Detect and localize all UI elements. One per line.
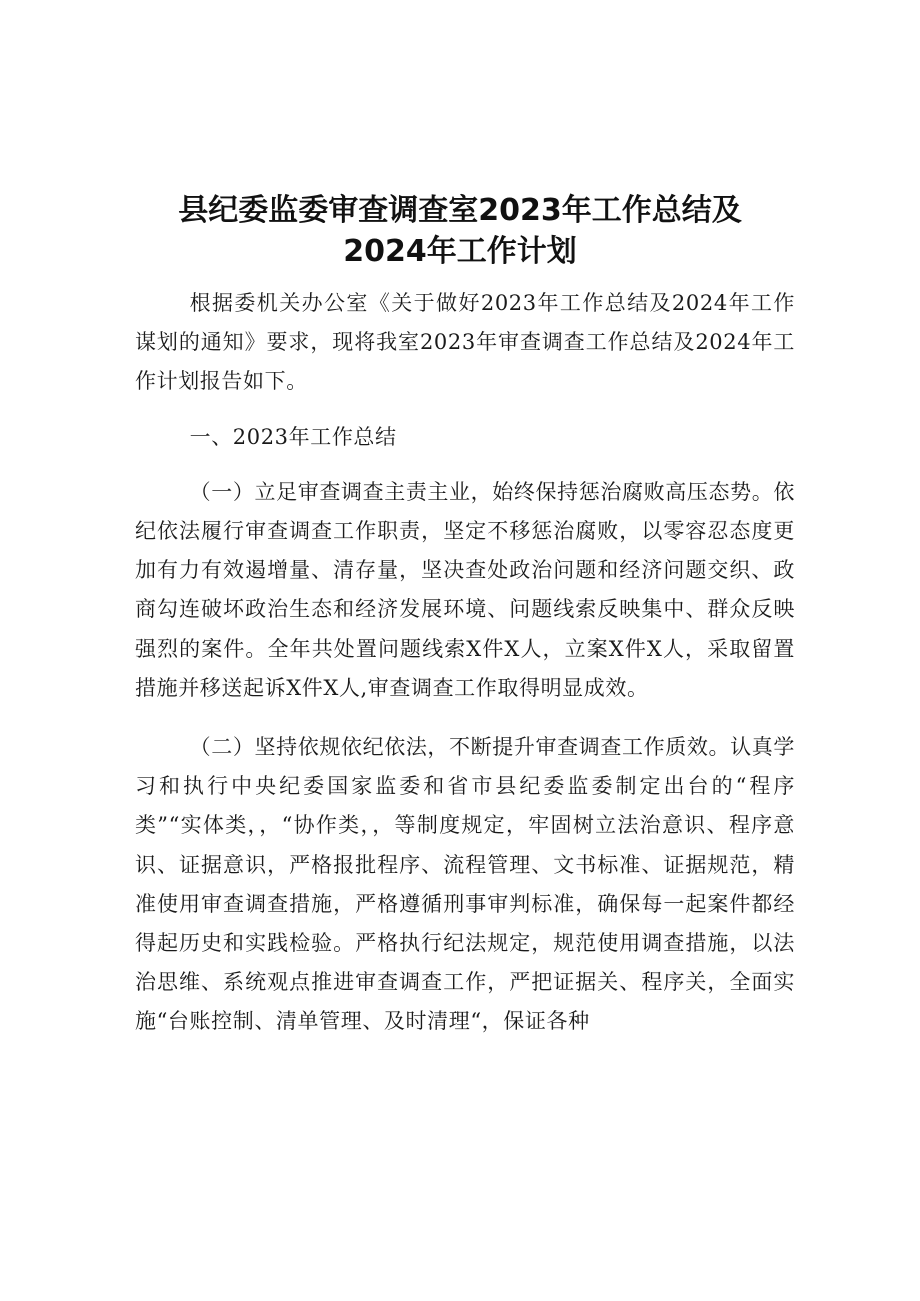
intro-paragraph: 根据委机关办公室《关于做好2023年工作总结及2024年工作谋划的通知》要求，现将我室2023年审查调查工作总结及2024年工作计划报告如下。 (135, 291, 795, 394)
section-heading: 一、2023年工作总结 (189, 424, 397, 449)
body-paragraph: （一）立足审查调查主责主业，始终保持惩治腐败高压态势。依纪依法履行审查调查工作职责，坚定不移惩治腐败，以零容忍态度更加有力有效遏增量、清存量，坚决查处政治问题和经济问题交织、政商勾连破坏政治生态和经济发展环境、问题线索反映集中、群众反映强烈的案件。全年共处置问题线索X件X人，立案X件X人，采取留置措施并移送起诉X件X人,审查调查工作取得明显成效。 (135, 479, 795, 700)
title-line-1: 县纪委监委审查调查室2023年工作总结及 (178, 193, 742, 228)
body-paragraph: （二）坚持依规依纪依法，不断提升审查调查工作质效。认真学习和执行中央纪委国家监委和省市县纪委监委制定出台的“程序类”“实体类，，“协作类，，等制度规定，牢固树立法治意识、程序意识、证据意识，严格报批程序、流程管理、文书标准、证据规范，精准使用审查调查措施，严格遵循刑事审判标准，确保每一起案件都经得起历史和实践检验。严格执行纪法规定，规范使用调查措施，以法治思维、系统观点推进审查调查工作，严把证据关、程序关，全面实施“台账控制、清单管理、及时清理“，保证各种 (135, 735, 795, 1034)
document-title (110, 190, 810, 272)
document-body (135, 284, 795, 1042)
title-line-2: 2024年工作计划 (343, 234, 577, 269)
